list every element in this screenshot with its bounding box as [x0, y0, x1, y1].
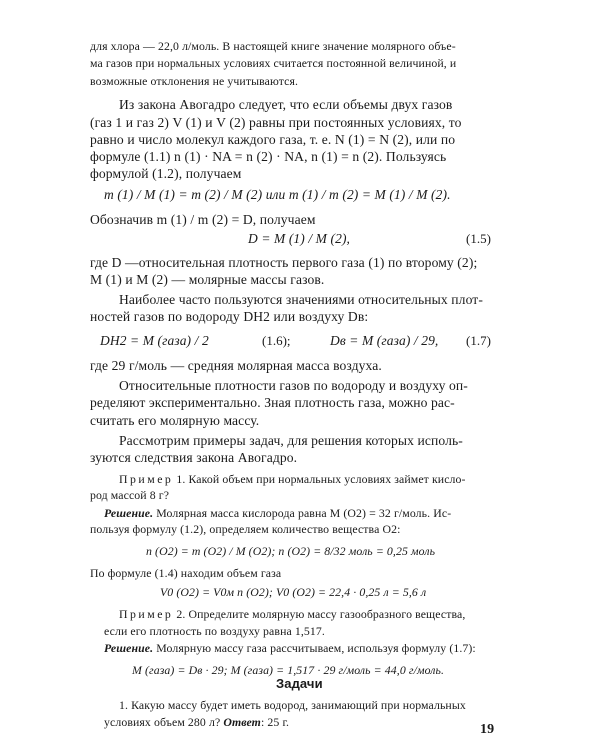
text-line: Рассмотрим примеры задач, для решения которых исполь-	[119, 432, 463, 448]
text-line: считать его молярную массу.	[90, 412, 260, 428]
solution-text: Молярную массу газа рассчитываем, используя формулу (1.7):	[153, 640, 476, 655]
formula-dh2: DH2 = M (газа) / 2	[100, 333, 209, 349]
formula-volume: V0 (O2) = V0м n (O2); V0 (O2) = 22,4 · 0,25 л = 5,6 л	[160, 585, 427, 600]
text-line: M (1) и M (2) — молярные массы газов.	[90, 272, 325, 288]
example-label: Пример	[119, 607, 174, 622]
text-line: Обозначив m (1) / m (2) = D, получаем	[90, 212, 316, 228]
formula-dv: Dв = M (газа) / 29,	[330, 333, 439, 349]
example-2	[119, 607, 465, 622]
solution-label: Решение.	[104, 640, 154, 655]
text-line: род массой 8 г?	[90, 488, 170, 502]
formula-amount: n (O2) = m (O2) / M (O2); n (O2) = 8/32 моль = 0,25 моль	[146, 544, 436, 559]
example-question: 1. Какой объем при нормальных условиях займет кисло-	[173, 471, 466, 486]
equation-number: (1.6);	[262, 333, 291, 349]
formula-d: D = M (1) / M (2),	[248, 231, 351, 247]
text-line: для хлора — 22,0 л/моль. В настоящей книге значение молярного объе-	[90, 39, 456, 54]
example-question: 2. Определите молярную массу газообразного вещества,	[173, 607, 466, 622]
formula-molar-mass: M (газа) = Dв · 29; M (газа) = 1,517 · 29 г/моль = 44,0 г/моль.	[132, 662, 445, 677]
example-1-solution	[104, 506, 451, 521]
example-1	[119, 472, 466, 487]
text-line: формулой (1.2), получаем	[90, 166, 242, 182]
text-line: ностей газов по водороду DH2 или воздуху Dв:	[90, 309, 369, 325]
tasks-heading: Задачи	[276, 676, 323, 691]
text-line: где D —относительная плотность первого газа (1) по второму (2);	[90, 255, 478, 271]
text-line: ма газов при нормальных условиях считается постоянной величиной, и	[90, 56, 457, 71]
text-line: (газ 1 и газ 2) V (1) и V (2) равны при постоянных условиях, то	[90, 114, 462, 130]
task-1-line-2: условиях объем 280 л? Ответ: 25 г.	[104, 715, 290, 729]
text-line: зуются следствия закона Авогадро.	[90, 449, 298, 465]
text-line: По формуле (1.4) находим объем газа	[90, 566, 282, 581]
text-line: формуле (1.1) n (1) · NA = n (2) · NA, n (1) = n (2). Пользуясь	[90, 149, 447, 165]
text-line: Относительные плотности газов по водороду и воздуху оп-	[119, 378, 468, 394]
example-label: Пример	[119, 471, 174, 486]
page-number: 19	[480, 722, 495, 737]
answer-value: : 25 г.	[260, 715, 290, 729]
text-line: Наиболее часто пользуются значениями относительных плот-	[119, 292, 483, 308]
text-line: ределяют экспериментально. Зная плотность газа, можно рас-	[90, 395, 455, 411]
text-line: пользуя формулу (1.2), определяем количество вещества O2:	[90, 522, 401, 537]
example-2-solution	[104, 641, 476, 656]
solution-label: Решение.	[104, 506, 154, 521]
text-line: если его плотность по воздуху равна 1,517.	[104, 623, 325, 638]
text-line: где 29 г/моль — средняя молярная масса воздуха.	[90, 358, 382, 374]
equation-number: (1.5)	[466, 231, 491, 247]
formula-mass-ratio: m (1) / M (1) = m (2) / M (2) или m (1) / m (2) = M (1) / M (2).	[104, 187, 451, 203]
solution-text: Молярная масса кислорода равна M (O2) = 32 г/моль. Ис-	[153, 506, 452, 521]
text-line: Из закона Авогадро следует, что если объемы двух газов	[119, 97, 453, 113]
answer-label: Ответ	[223, 715, 261, 729]
task-1: 1. Какую массу будет иметь водород, занимающий при нормальных	[119, 698, 466, 712]
text-line: равно и число молекул каждого газа, т. е. N (1) = N (2), или по	[90, 131, 456, 147]
text-line: возможные отклонения не учитываются.	[90, 73, 299, 88]
equation-number: (1.7)	[466, 333, 491, 349]
